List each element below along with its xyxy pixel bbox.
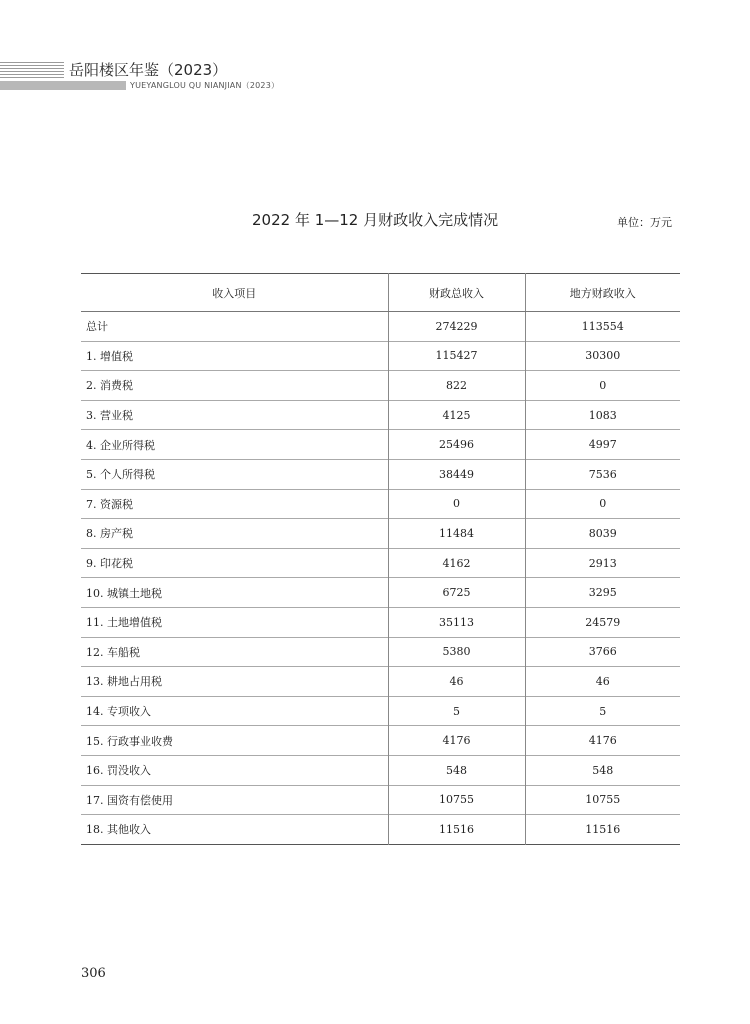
cell-local-revenue: 3766 <box>525 637 680 667</box>
table-row <box>81 400 680 430</box>
cell-total-revenue: 25496 <box>388 430 525 460</box>
yearbook-title: 岳阳楼区年鉴（2023） <box>69 61 228 79</box>
table-row <box>81 312 680 342</box>
cell-total-revenue: 38449 <box>388 459 525 489</box>
cell-item: 3. 营业税 <box>81 400 388 430</box>
cell-local-revenue: 0 <box>525 489 680 519</box>
cell-local-revenue: 10755 <box>525 785 680 815</box>
cell-item: 15. 行政事业收费 <box>81 726 388 756</box>
cell-item: 17. 国资有偿使用 <box>81 785 388 815</box>
cell-total-revenue: 6725 <box>388 578 525 608</box>
table-row <box>81 430 680 460</box>
column-header-total-revenue: 财政总收入 <box>388 274 525 312</box>
cell-item: 5. 个人所得税 <box>81 459 388 489</box>
header-decoration-bar <box>0 81 126 90</box>
cell-total-revenue: 5380 <box>388 637 525 667</box>
cell-total-revenue: 46 <box>388 667 525 697</box>
table-header-row <box>81 274 680 312</box>
unit-label: 单位：万元 <box>617 216 672 229</box>
cell-local-revenue: 24579 <box>525 607 680 637</box>
cell-local-revenue: 5 <box>525 696 680 726</box>
table-row <box>81 667 680 697</box>
page-number: 306 <box>81 966 106 981</box>
table-row <box>81 815 680 845</box>
column-header-item: 收入项目 <box>81 274 388 312</box>
column-header-local-revenue: 地方财政收入 <box>525 274 680 312</box>
yearbook-subtitle: YUEYANGLOU QU NIANJIAN（2023） <box>130 81 280 90</box>
cell-local-revenue: 1083 <box>525 400 680 430</box>
cell-item: 13. 耕地占用税 <box>81 667 388 697</box>
header-decoration-stripes <box>0 62 64 80</box>
cell-local-revenue: 11516 <box>525 815 680 845</box>
cell-total-revenue: 115427 <box>388 341 525 371</box>
cell-local-revenue: 4176 <box>525 726 680 756</box>
cell-local-revenue: 3295 <box>525 578 680 608</box>
cell-local-revenue: 2913 <box>525 548 680 578</box>
table-row <box>81 459 680 489</box>
cell-item: 11. 土地增值税 <box>81 607 388 637</box>
cell-local-revenue: 0 <box>525 371 680 401</box>
table-row <box>81 785 680 815</box>
cell-total-revenue: 4176 <box>388 726 525 756</box>
table-row <box>81 637 680 667</box>
cell-item: 4. 企业所得税 <box>81 430 388 460</box>
table-row <box>81 341 680 371</box>
cell-item: 18. 其他收入 <box>81 815 388 845</box>
cell-total-revenue: 11516 <box>388 815 525 845</box>
cell-local-revenue: 7536 <box>525 459 680 489</box>
cell-local-revenue: 8039 <box>525 519 680 549</box>
table-row <box>81 726 680 756</box>
cell-item: 9. 印花税 <box>81 548 388 578</box>
cell-item: 14. 专项收入 <box>81 696 388 726</box>
cell-total-revenue: 11484 <box>388 519 525 549</box>
cell-item: 1. 增值税 <box>81 341 388 371</box>
cell-item: 2. 消费税 <box>81 371 388 401</box>
table-row <box>81 755 680 785</box>
cell-total-revenue: 0 <box>388 489 525 519</box>
cell-total-revenue: 10755 <box>388 785 525 815</box>
cell-item: 12. 车船税 <box>81 637 388 667</box>
cell-item: 16. 罚没收入 <box>81 755 388 785</box>
cell-local-revenue: 46 <box>525 667 680 697</box>
table-row <box>81 548 680 578</box>
cell-total-revenue: 35113 <box>388 607 525 637</box>
cell-total-revenue: 4162 <box>388 548 525 578</box>
table-row <box>81 578 680 608</box>
cell-local-revenue: 548 <box>525 755 680 785</box>
cell-item: 总计 <box>86 320 108 334</box>
cell-total-revenue: 274229 <box>388 312 525 342</box>
cell-item: 10. 城镇土地税 <box>81 578 388 608</box>
cell-local-revenue: 113554 <box>525 312 680 342</box>
cell-total-revenue: 822 <box>388 371 525 401</box>
cell-total-revenue: 4125 <box>388 400 525 430</box>
cell-total-revenue: 5 <box>388 696 525 726</box>
table-title: 2022 年 1—12 月财政收入完成情况 <box>252 211 499 229</box>
table-row <box>81 696 680 726</box>
fiscal-revenue-table <box>81 273 680 845</box>
cell-local-revenue: 4997 <box>525 430 680 460</box>
table-row <box>81 519 680 549</box>
cell-item: 7. 资源税 <box>81 489 388 519</box>
table-row <box>81 371 680 401</box>
table-row <box>81 607 680 637</box>
cell-local-revenue: 30300 <box>525 341 680 371</box>
cell-item: 8. 房产税 <box>81 519 388 549</box>
table-row <box>81 489 680 519</box>
cell-total-revenue: 548 <box>388 755 525 785</box>
